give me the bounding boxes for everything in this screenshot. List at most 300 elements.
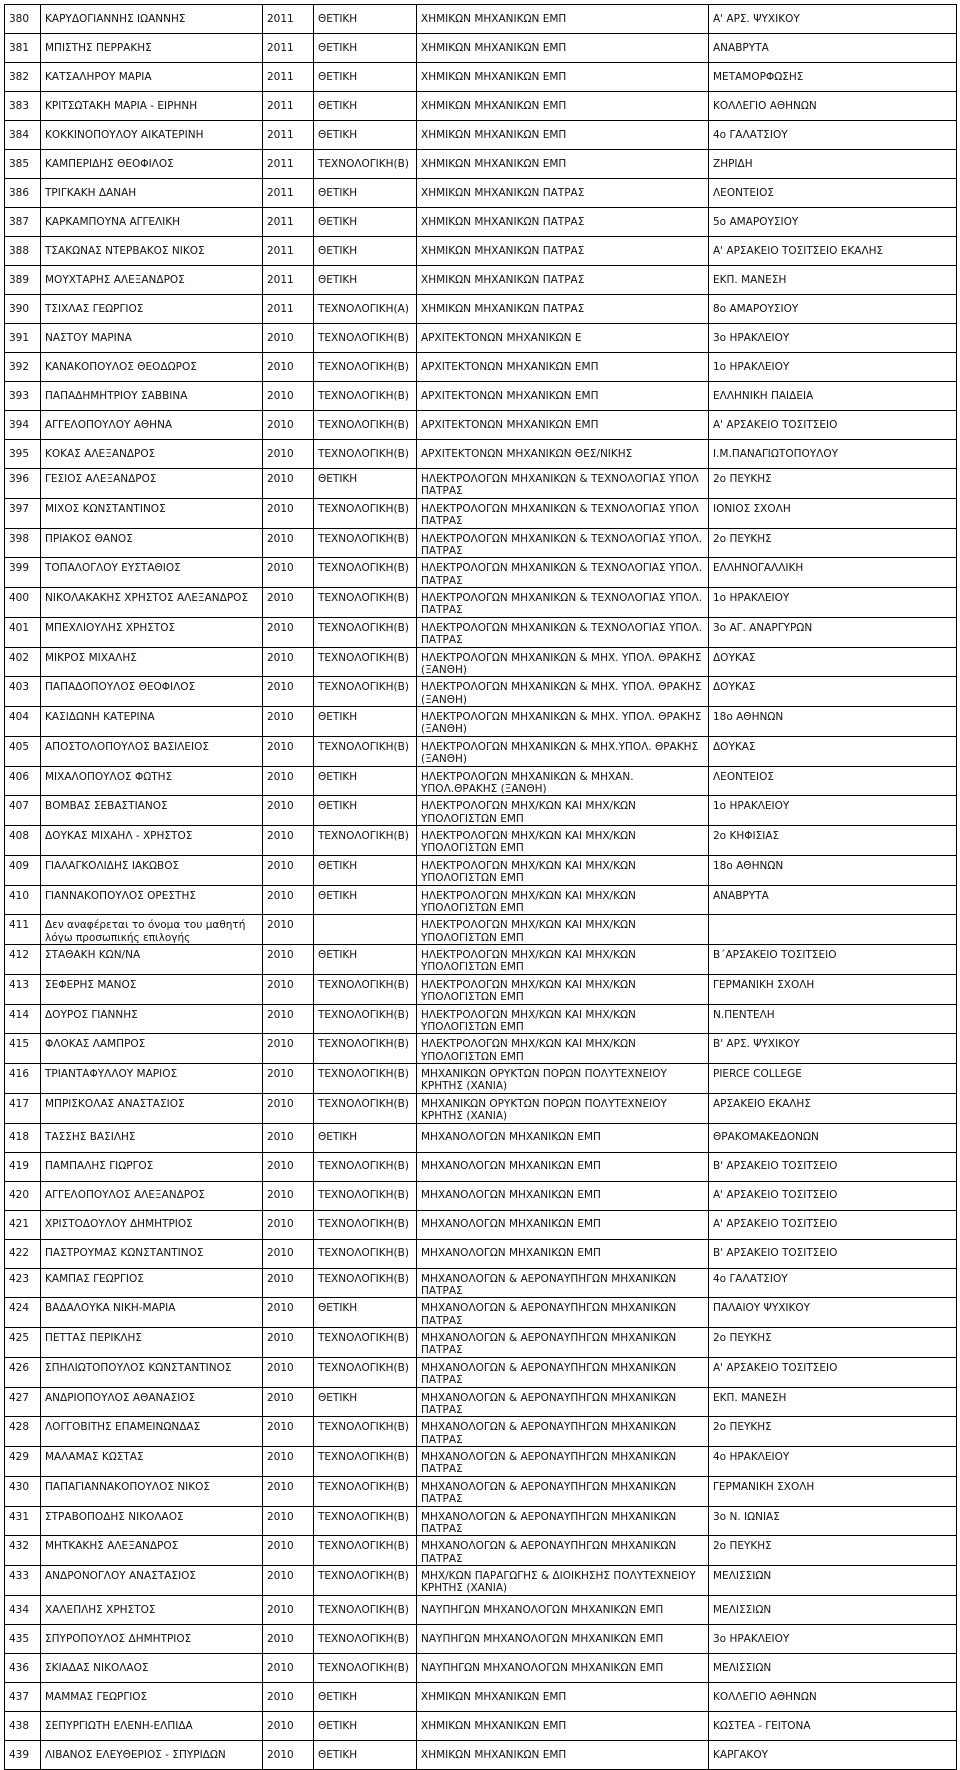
student-name-cell: ΜΙΚΡΟΣ ΜΙΧΑΛΗΣ bbox=[41, 647, 263, 677]
department-cell: ΗΛΕΚΤΡΟΛΟΓΩΝ ΜΗΧΑΝΙΚΩΝ & ΜΗΧ. ΥΠΟΛ. ΘΡΑΚΗΣ (ΞΑΝΘΗ) bbox=[417, 707, 709, 737]
direction-cell: ΤΕΧΝΟΛΟΓΙΚΗ(Β) bbox=[314, 498, 417, 528]
direction-cell: ΤΕΧΝΟΛΟΓΙΚΗ(Β) bbox=[314, 382, 417, 411]
direction-cell: ΤΕΧΝΟΛΟΓΙΚΗ(Β) bbox=[314, 1239, 417, 1268]
row-number-cell: 408 bbox=[5, 826, 41, 856]
table-row bbox=[5, 915, 957, 945]
table-row bbox=[5, 1417, 957, 1447]
table-row bbox=[5, 796, 957, 826]
department-cell: ΜΗΧΑΝΟΛΟΓΩΝ & ΑΕΡΟΝΑΥΠΗΓΩΝ ΜΗΧΑΝΙΚΩΝ ΠΑΤΡΑΣ bbox=[417, 1298, 709, 1328]
year-cell: 2011 bbox=[263, 63, 314, 92]
row-number-cell: 388 bbox=[5, 237, 41, 266]
school-cell: PIERCE COLLEGE bbox=[709, 1064, 957, 1094]
table-row bbox=[5, 382, 957, 411]
department-cell: ΗΛΕΚΤΡΟΛΟΓΩΝ ΜΗΧΑΝΙΚΩΝ & ΜΗΧΑΝ. ΥΠΟΛ.ΘΡΑΚΗΣ (ΞΑΝΘΗ) bbox=[417, 766, 709, 796]
year-cell: 2010 bbox=[263, 915, 314, 945]
student-name-cell: ΣΕΦΕΡΗΣ ΜΑΝΟΣ bbox=[41, 974, 263, 1004]
row-number-cell: 434 bbox=[5, 1595, 41, 1624]
student-name-cell: ΒΑΔΑΛΟΥΚΑ ΝΙΚΗ-ΜΑΡΙΑ bbox=[41, 1298, 263, 1328]
year-cell: 2010 bbox=[263, 1653, 314, 1682]
school-cell: 1ο ΗΡΑΚΛΕΙΟΥ bbox=[709, 796, 957, 826]
table-row bbox=[5, 736, 957, 766]
department-cell: ΗΛΕΚΤΡΟΛΟΓΩΝ ΜΗΧΑΝΙΚΩΝ & ΤΕΧΝΟΛΟΓΙΑΣ ΥΠΟΛ. ΠΑΤΡΑΣ bbox=[417, 528, 709, 558]
department-cell: ΜΗΧΑΝΟΛΟΓΩΝ & ΑΕΡΟΝΑΥΠΗΓΩΝ ΜΗΧΑΝΙΚΩΝ ΠΑΤΡΑΣ bbox=[417, 1357, 709, 1387]
row-number-cell: 389 bbox=[5, 266, 41, 295]
year-cell: 2011 bbox=[263, 266, 314, 295]
row-number-cell: 386 bbox=[5, 179, 41, 208]
row-number-cell: 428 bbox=[5, 1417, 41, 1447]
row-number-cell: 403 bbox=[5, 677, 41, 707]
department-cell: ΜΗΧΑΝΟΛΟΓΩΝ ΜΗΧΑΝΙΚΩΝ ΕΜΠ bbox=[417, 1181, 709, 1210]
year-cell: 2010 bbox=[263, 528, 314, 558]
table-row bbox=[5, 1536, 957, 1566]
student-name-cell: ΚΑΝΑΚΟΠΟΥΛΟΣ ΘΕΟΔΩΡΟΣ bbox=[41, 353, 263, 382]
direction-cell: ΤΕΧΝΟΛΟΓΙΚΗ(Β) bbox=[314, 1476, 417, 1506]
table-row bbox=[5, 63, 957, 92]
year-cell: 2010 bbox=[263, 411, 314, 440]
school-cell: Α' ΑΡΣΑΚΕΙΟ ΤΟΣΙΤΣΕΙΟ bbox=[709, 1210, 957, 1239]
year-cell: 2010 bbox=[263, 382, 314, 411]
student-name-cell: ΜΙΧΟΣ ΚΩΝΣΤΑΝΤΙΝΟΣ bbox=[41, 498, 263, 528]
table-row bbox=[5, 885, 957, 915]
row-number-cell: 406 bbox=[5, 766, 41, 796]
row-number-cell: 423 bbox=[5, 1268, 41, 1298]
year-cell: 2010 bbox=[263, 1711, 314, 1740]
year-cell: 2010 bbox=[263, 1064, 314, 1094]
row-number-cell: 437 bbox=[5, 1682, 41, 1711]
school-cell: ΜΕΛΙΣΣΙΩΝ bbox=[709, 1566, 957, 1596]
student-name-cell: ΤΟΠΑΛΟΓΛΟΥ ΕΥΣΤΑΘΙΟΣ bbox=[41, 558, 263, 588]
row-number-cell: 395 bbox=[5, 440, 41, 469]
year-cell: 2011 bbox=[263, 237, 314, 266]
student-name-cell: ΜΙΧΑΛΟΠΟΥΛΟΣ ΦΩΤΗΣ bbox=[41, 766, 263, 796]
year-cell: 2010 bbox=[263, 1181, 314, 1210]
year-cell: 2010 bbox=[263, 707, 314, 737]
table-row bbox=[5, 766, 957, 796]
student-name-cell: ΠΑΣΤΡΟΥΜΑΣ ΚΩΝΣΤΑΝΤΙΝΟΣ bbox=[41, 1239, 263, 1268]
department-cell: ΧΗΜΙΚΩΝ ΜΗΧΑΝΙΚΩΝ ΠΑΤΡΑΣ bbox=[417, 266, 709, 295]
table-row bbox=[5, 558, 957, 588]
table-row bbox=[5, 945, 957, 975]
school-cell: Β' ΑΡΣ. ΨΥΧΙΚΟΥ bbox=[709, 1034, 957, 1064]
year-cell: 2011 bbox=[263, 34, 314, 63]
table-row bbox=[5, 1682, 957, 1711]
table-row bbox=[5, 826, 957, 856]
school-cell: Α' ΑΡΣ. ΨΥΧΙΚΟΥ bbox=[709, 5, 957, 34]
school-cell: 3ο ΗΡΑΚΛΕΙΟΥ bbox=[709, 1624, 957, 1653]
student-name-cell: ΔΟΥΚΑΣ ΜΙΧΑΗΛ - ΧΡΗΣΤΟΣ bbox=[41, 826, 263, 856]
department-cell: ΑΡΧΙΤΕΚΤΟΝΩΝ ΜΗΧΑΝΙΚΩΝ Ε bbox=[417, 324, 709, 353]
direction-cell: ΤΕΧΝΟΛΟΓΙΚΗ(Β) bbox=[314, 1004, 417, 1034]
row-number-cell: 424 bbox=[5, 1298, 41, 1328]
school-cell: ΚΟΛΛΕΓΙΟ ΑΘΗΝΩΝ bbox=[709, 92, 957, 121]
student-name-cell: ΜΠΕΧΛΙΟΥΛΗΣ ΧΡΗΣΤΟΣ bbox=[41, 617, 263, 647]
year-cell: 2010 bbox=[263, 469, 314, 499]
year-cell: 2011 bbox=[263, 150, 314, 179]
direction-cell: ΤΕΧΝΟΛΟΓΙΚΗ(Β) bbox=[314, 1064, 417, 1094]
school-cell: ΕΛΛΗΝΙΚΗ ΠΑΙΔΕΙΑ bbox=[709, 382, 957, 411]
direction-cell: ΘΕΤΙΚΗ bbox=[314, 92, 417, 121]
direction-cell: ΤΕΧΝΟΛΟΓΙΚΗ(Β) bbox=[314, 324, 417, 353]
student-name-cell: ΤΑΣΣΗΣ ΒΑΣΙΛΗΣ bbox=[41, 1123, 263, 1152]
student-name-cell: ΝΙΚΟΛΑΚΑΚΗΣ ΧΡΗΣΤΟΣ ΑΛΕΞΑΝΔΡΟΣ bbox=[41, 588, 263, 618]
table-row bbox=[5, 617, 957, 647]
year-cell: 2011 bbox=[263, 208, 314, 237]
direction-cell: ΤΕΧΝΟΛΟΓΙΚΗ(Β) bbox=[314, 1595, 417, 1624]
student-name-cell: ΓΙΑΝΝΑΚΟΠΟΥΛΟΣ ΟΡΕΣΤΗΣ bbox=[41, 885, 263, 915]
school-cell: ΜΕΤΑΜΟΡΦΩΣΗΣ bbox=[709, 63, 957, 92]
row-number-cell: 410 bbox=[5, 885, 41, 915]
school-cell: ΚΑΡΓΑΚΟΥ bbox=[709, 1740, 957, 1769]
row-number-cell: 399 bbox=[5, 558, 41, 588]
table-row bbox=[5, 1210, 957, 1239]
department-cell: ΗΛΕΚΤΡΟΛΟΓΩΝ ΜΗΧΑΝΙΚΩΝ & ΜΗΧ. ΥΠΟΛ. ΘΡΑΚΗΣ (ΞΑΝΘΗ) bbox=[417, 677, 709, 707]
school-cell: 4ο ΓΑΛΑΤΣΙΟΥ bbox=[709, 121, 957, 150]
department-cell: ΧΗΜΙΚΩΝ ΜΗΧΑΝΙΚΩΝ ΕΜΠ bbox=[417, 63, 709, 92]
student-name-cell: ΝΑΣΤΟΥ ΜΑΡΙΝΑ bbox=[41, 324, 263, 353]
year-cell: 2010 bbox=[263, 1624, 314, 1653]
student-name-cell: ΚΑΜΠΑΣ ΓΕΩΡΓΙΟΣ bbox=[41, 1268, 263, 1298]
table-row bbox=[5, 1653, 957, 1682]
school-cell: ΛΕΟΝΤΕΙΟΣ bbox=[709, 179, 957, 208]
department-cell: ΝΑΥΠΗΓΩΝ ΜΗΧΑΝΟΛΟΓΩΝ ΜΗΧΑΝΙΚΩΝ ΕΜΠ bbox=[417, 1624, 709, 1653]
student-name-cell: ΤΡΙΑΝΤΑΦΥΛΛΟΥ ΜΑΡΙΟΣ bbox=[41, 1064, 263, 1094]
table-row bbox=[5, 34, 957, 63]
school-cell: ΠΑΛΑΙΟΥ ΨΥΧΙΚΟΥ bbox=[709, 1298, 957, 1328]
student-name-cell: ΚΑΡΚΑΜΠΟΥΝΑ ΑΓΓΕΛΙΚΗ bbox=[41, 208, 263, 237]
direction-cell: ΤΕΧΝΟΛΟΓΙΚΗ(Β) bbox=[314, 1417, 417, 1447]
row-number-cell: 409 bbox=[5, 855, 41, 885]
student-name-cell: ΚΑΜΠΕΡΙΔΗΣ ΘΕΟΦΙΛΟΣ bbox=[41, 150, 263, 179]
school-cell: Α' ΑΡΣΑΚΕΙΟ ΤΟΣΙΤΣΕΙΟ ΕΚΑΛΗΣ bbox=[709, 237, 957, 266]
table-row bbox=[5, 1506, 957, 1536]
department-cell: ΜΗΧΑΝΙΚΩΝ ΟΡΥΚΤΩΝ ΠΟΡΩΝ ΠΟΛΥΤΕΧΝΕΙΟΥ ΚΡΗΤΗΣ (ΧΑΝΙΑ) bbox=[417, 1093, 709, 1123]
department-cell: ΧΗΜΙΚΩΝ ΜΗΧΑΝΙΚΩΝ ΕΜΠ bbox=[417, 150, 709, 179]
department-cell: ΧΗΜΙΚΩΝ ΜΗΧΑΝΙΚΩΝ ΕΜΠ bbox=[417, 1682, 709, 1711]
student-name-cell: ΑΝΔΡΙΟΠΟΥΛΟΣ ΑΘΑΝΑΣΙΟΣ bbox=[41, 1387, 263, 1417]
row-number-cell: 439 bbox=[5, 1740, 41, 1769]
table-row bbox=[5, 855, 957, 885]
department-cell: ΗΛΕΚΤΡΟΛΟΓΩΝ ΜΗΧ/ΚΩΝ ΚΑΙ ΜΗΧ/ΚΩΝ ΥΠΟΛΟΓΙΣΤΩΝ ΕΜΠ bbox=[417, 885, 709, 915]
row-number-cell: 382 bbox=[5, 63, 41, 92]
year-cell: 2010 bbox=[263, 1239, 314, 1268]
student-name-cell: ΛΙΒΑΝΟΣ ΕΛΕΥΘΕΡΙΟΣ - ΣΠΥΡΙΔΩΝ bbox=[41, 1740, 263, 1769]
student-name-cell: ΠΑΠΑΔΟΠΟΥΛΟΣ ΘΕΟΦΙΛΟΣ bbox=[41, 677, 263, 707]
year-cell: 2010 bbox=[263, 1328, 314, 1358]
table-row bbox=[5, 324, 957, 353]
department-cell: ΗΛΕΚΤΡΟΛΟΓΩΝ ΜΗΧΑΝΙΚΩΝ & ΤΕΧΝΟΛΟΓΙΑΣ ΥΠΟΛ. ΠΑΤΡΑΣ bbox=[417, 617, 709, 647]
school-cell: Ι.Μ.ΠΑΝΑΓΙΩΤΟΠΟΥΛΟΥ bbox=[709, 440, 957, 469]
student-name-cell: ΠΡΙΑΚΟΣ ΘΑΝΟΣ bbox=[41, 528, 263, 558]
school-cell: 18ο ΑΘΗΝΩΝ bbox=[709, 855, 957, 885]
year-cell: 2010 bbox=[263, 1595, 314, 1624]
year-cell: 2011 bbox=[263, 5, 314, 34]
row-number-cell: 402 bbox=[5, 647, 41, 677]
department-cell: ΧΗΜΙΚΩΝ ΜΗΧΑΝΙΚΩΝ ΕΜΠ bbox=[417, 5, 709, 34]
department-cell: ΗΛΕΚΤΡΟΛΟΓΩΝ ΜΗΧ/ΚΩΝ ΚΑΙ ΜΗΧ/ΚΩΝ ΥΠΟΛΟΓΙΣΤΩΝ ΕΜΠ bbox=[417, 826, 709, 856]
school-cell: 3ο ΑΓ. ΑΝΑΡΓΥΡΩΝ bbox=[709, 617, 957, 647]
direction-cell: ΤΕΧΝΟΛΟΓΙΚΗ(Β) bbox=[314, 440, 417, 469]
table-row bbox=[5, 677, 957, 707]
direction-cell: ΤΕΧΝΟΛΟΓΙΚΗ(Β) bbox=[314, 974, 417, 1004]
department-cell: ΜΗΧΑΝΟΛΟΓΩΝ & ΑΕΡΟΝΑΥΠΗΓΩΝ ΜΗΧΑΝΙΚΩΝ ΠΑΤΡΑΣ bbox=[417, 1387, 709, 1417]
department-cell: ΑΡΧΙΤΕΚΤΟΝΩΝ ΜΗΧΑΝΙΚΩΝ ΕΜΠ bbox=[417, 382, 709, 411]
department-cell: ΜΗΧΑΝΟΛΟΓΩΝ & ΑΕΡΟΝΑΥΠΗΓΩΝ ΜΗΧΑΝΙΚΩΝ ΠΑΤΡΑΣ bbox=[417, 1447, 709, 1477]
department-cell: ΧΗΜΙΚΩΝ ΜΗΧΑΝΙΚΩΝ ΕΜΠ bbox=[417, 121, 709, 150]
direction-cell: ΘΕΤΙΚΗ bbox=[314, 1387, 417, 1417]
table-row bbox=[5, 92, 957, 121]
school-cell: ΜΕΛΙΣΣΙΩΝ bbox=[709, 1595, 957, 1624]
department-cell: ΜΗΧΑΝΟΛΟΓΩΝ & ΑΕΡΟΝΑΥΠΗΓΩΝ ΜΗΧΑΝΙΚΩΝ ΠΑΤΡΑΣ bbox=[417, 1506, 709, 1536]
year-cell: 2010 bbox=[263, 1004, 314, 1034]
school-cell: 2ο ΠΕΥΚΗΣ bbox=[709, 1328, 957, 1358]
table-row bbox=[5, 150, 957, 179]
direction-cell: ΤΕΧΝΟΛΟΓΙΚΗ(Β) bbox=[314, 150, 417, 179]
school-cell: ΓΕΡΜΑΝΙΚΗ ΣΧΟΛΗ bbox=[709, 974, 957, 1004]
direction-cell: ΘΕΤΙΚΗ bbox=[314, 855, 417, 885]
direction-cell: ΘΕΤΙΚΗ bbox=[314, 469, 417, 499]
year-cell: 2010 bbox=[263, 647, 314, 677]
row-number-cell: 380 bbox=[5, 5, 41, 34]
row-number-cell: 411 bbox=[5, 915, 41, 945]
row-number-cell: 421 bbox=[5, 1210, 41, 1239]
direction-cell: ΘΕΤΙΚΗ bbox=[314, 1123, 417, 1152]
table-row bbox=[5, 1181, 957, 1210]
department-cell: ΗΛΕΚΤΡΟΛΟΓΩΝ ΜΗΧ/ΚΩΝ ΚΑΙ ΜΗΧ/ΚΩΝ ΥΠΟΛΟΓΙΣΤΩΝ ΕΜΠ bbox=[417, 1034, 709, 1064]
department-cell: ΧΗΜΙΚΩΝ ΜΗΧΑΝΙΚΩΝ ΠΑΤΡΑΣ bbox=[417, 208, 709, 237]
direction-cell: ΘΕΤΙΚΗ bbox=[314, 266, 417, 295]
student-name-cell: ΧΡΙΣΤΟΔΟΥΛΟΥ ΔΗΜΗΤΡΙΟΣ bbox=[41, 1210, 263, 1239]
direction-cell: ΤΕΧΝΟΛΟΓΙΚΗ(Β) bbox=[314, 1210, 417, 1239]
school-cell: Β' ΑΡΣΑΚΕΙΟ ΤΟΣΙΤΣΕΙΟ bbox=[709, 1239, 957, 1268]
table-row bbox=[5, 974, 957, 1004]
table-body bbox=[5, 5, 957, 1770]
department-cell: ΗΛΕΚΤΡΟΛΟΓΩΝ ΜΗΧΑΝΙΚΩΝ & ΤΕΧΝΟΛΟΓΙΑΣ ΥΠΟΛ ΠΑΤΡΑΣ bbox=[417, 469, 709, 499]
row-number-cell: 435 bbox=[5, 1624, 41, 1653]
table-row bbox=[5, 588, 957, 618]
year-cell: 2010 bbox=[263, 677, 314, 707]
year-cell: 2010 bbox=[263, 1210, 314, 1239]
row-number-cell: 438 bbox=[5, 1711, 41, 1740]
table-row bbox=[5, 707, 957, 737]
row-number-cell: 413 bbox=[5, 974, 41, 1004]
school-cell: ΓΕΡΜΑΝΙΚΗ ΣΧΟΛΗ bbox=[709, 1476, 957, 1506]
row-number-cell: 393 bbox=[5, 382, 41, 411]
year-cell: 2011 bbox=[263, 121, 314, 150]
student-name-cell: ΑΓΓΕΛΟΠΟΥΛΟΣ ΑΛΕΞΑΝΔΡΟΣ bbox=[41, 1181, 263, 1210]
direction-cell: ΘΕΤΙΚΗ bbox=[314, 237, 417, 266]
school-cell: 4ο ΓΑΛΑΤΣΙΟΥ bbox=[709, 1268, 957, 1298]
table-row bbox=[5, 528, 957, 558]
direction-cell: ΤΕΧΝΟΛΟΓΙΚΗ(Β) bbox=[314, 528, 417, 558]
school-cell: ΑΡΣΑΚΕΙΟ ΕΚΑΛΗΣ bbox=[709, 1093, 957, 1123]
year-cell: 2010 bbox=[263, 796, 314, 826]
direction-cell: ΤΕΧΝΟΛΟΓΙΚΗ(Β) bbox=[314, 1506, 417, 1536]
row-number-cell: 416 bbox=[5, 1064, 41, 1094]
direction-cell: ΘΕΤΙΚΗ bbox=[314, 208, 417, 237]
table-row bbox=[5, 1034, 957, 1064]
year-cell: 2010 bbox=[263, 1566, 314, 1596]
student-name-cell: ΦΛΟΚΑΣ ΛΑΜΠΡΟΣ bbox=[41, 1034, 263, 1064]
student-name-cell: ΤΡΙΓΚΑΚΗ ΔΑΝΑΗ bbox=[41, 179, 263, 208]
school-cell: 2ο ΠΕΥΚΗΣ bbox=[709, 469, 957, 499]
school-cell: Α' ΑΡΣΑΚΕΙΟ ΤΟΣΙΤΣΕΙΟ bbox=[709, 411, 957, 440]
department-cell: ΑΡΧΙΤΕΚΤΟΝΩΝ ΜΗΧΑΝΙΚΩΝ ΕΜΠ bbox=[417, 411, 709, 440]
direction-cell: ΘΕΤΙΚΗ bbox=[314, 34, 417, 63]
row-number-cell: 392 bbox=[5, 353, 41, 382]
student-name-cell: ΜΠΡΙΣΚΟΛΑΣ ΑΝΑΣΤΑΣΙΟΣ bbox=[41, 1093, 263, 1123]
direction-cell: ΘΕΤΙΚΗ bbox=[314, 945, 417, 975]
row-number-cell: 427 bbox=[5, 1387, 41, 1417]
direction-cell: ΤΕΧΝΟΛΟΓΙΚΗ(Α) bbox=[314, 295, 417, 324]
year-cell: 2010 bbox=[263, 440, 314, 469]
table-row bbox=[5, 1740, 957, 1769]
school-cell: ΜΕΛΙΣΣΙΩΝ bbox=[709, 1653, 957, 1682]
department-cell: ΗΛΕΚΤΡΟΛΟΓΩΝ ΜΗΧΑΝΙΚΩΝ & ΤΕΧΝΟΛΟΓΙΑΣ ΥΠΟΛ ΠΑΤΡΑΣ bbox=[417, 498, 709, 528]
row-number-cell: 404 bbox=[5, 707, 41, 737]
year-cell: 2010 bbox=[263, 1093, 314, 1123]
department-cell: ΜΗΧΑΝΟΛΟΓΩΝ ΜΗΧΑΝΙΚΩΝ ΕΜΠ bbox=[417, 1152, 709, 1181]
direction-cell: ΤΕΧΝΟΛΟΓΙΚΗ(Β) bbox=[314, 677, 417, 707]
student-name-cell: ΤΣΑΚΩΝΑΣ ΝΤΕΡΒΑΚΟΣ ΝΙΚΟΣ bbox=[41, 237, 263, 266]
year-cell: 2010 bbox=[263, 1152, 314, 1181]
row-number-cell: 425 bbox=[5, 1328, 41, 1358]
year-cell: 2010 bbox=[263, 324, 314, 353]
department-cell: ΝΑΥΠΗΓΩΝ ΜΗΧΑΝΟΛΟΓΩΝ ΜΗΧΑΝΙΚΩΝ ΕΜΠ bbox=[417, 1595, 709, 1624]
year-cell: 2010 bbox=[263, 1447, 314, 1477]
table-row bbox=[5, 1268, 957, 1298]
row-number-cell: 417 bbox=[5, 1093, 41, 1123]
direction-cell: ΘΕΤΙΚΗ bbox=[314, 885, 417, 915]
direction-cell: ΘΕΤΙΚΗ bbox=[314, 179, 417, 208]
school-cell: 1ο ΗΡΑΚΛΕΙΟΥ bbox=[709, 588, 957, 618]
year-cell: 2010 bbox=[263, 1357, 314, 1387]
year-cell: 2010 bbox=[263, 588, 314, 618]
student-name-cell: ΜΑΛΑΜΑΣ ΚΩΣΤΑΣ bbox=[41, 1447, 263, 1477]
student-name-cell: ΠΑΠΑΓΙΑΝΝΑΚΟΠΟΥΛΟΣ ΝΙΚΟΣ bbox=[41, 1476, 263, 1506]
direction-cell: ΤΕΧΝΟΛΟΓΙΚΗ(Β) bbox=[314, 1181, 417, 1210]
table-row bbox=[5, 5, 957, 34]
row-number-cell: 398 bbox=[5, 528, 41, 558]
student-name-cell: ΣΠΗΛΙΩΤΟΠΟΥΛΟΣ ΚΩΝΣΤΑΝΤΙΝΟΣ bbox=[41, 1357, 263, 1387]
row-number-cell: 430 bbox=[5, 1476, 41, 1506]
student-name-cell: ΠΑΠΑΔΗΜΗΤΡΙΟΥ ΣΑΒΒΙΝΑ bbox=[41, 382, 263, 411]
school-cell: ΘΡΑΚΟΜΑΚΕΔΟΝΩΝ bbox=[709, 1123, 957, 1152]
row-number-cell: 426 bbox=[5, 1357, 41, 1387]
school-cell: 4ο ΗΡΑΚΛΕΙΟΥ bbox=[709, 1447, 957, 1477]
department-cell: ΗΛΕΚΤΡΟΛΟΓΩΝ ΜΗΧΑΝΙΚΩΝ & ΤΕΧΝΟΛΟΓΙΑΣ ΥΠΟΛ. ΠΑΤΡΑΣ bbox=[417, 558, 709, 588]
year-cell: 2010 bbox=[263, 1506, 314, 1536]
school-cell: ΕΚΠ. ΜΑΝΕΣΗ bbox=[709, 1387, 957, 1417]
school-cell: 5ο ΑΜΑΡΟΥΣΙΟΥ bbox=[709, 208, 957, 237]
school-cell: ΔΟΥΚΑΣ bbox=[709, 647, 957, 677]
year-cell: 2010 bbox=[263, 498, 314, 528]
school-cell: Ν.ΠΕΝΤΕΛΗ bbox=[709, 1004, 957, 1034]
year-cell: 2010 bbox=[263, 945, 314, 975]
direction-cell: ΘΕΤΙΚΗ bbox=[314, 707, 417, 737]
department-cell: ΜΗΧΑΝΙΚΩΝ ΟΡΥΚΤΩΝ ΠΟΡΩΝ ΠΟΛΥΤΕΧΝΕΙΟΥ ΚΡΗΤΗΣ (ΧΑΝΙΑ) bbox=[417, 1064, 709, 1094]
department-cell: ΧΗΜΙΚΩΝ ΜΗΧΑΝΙΚΩΝ ΕΜΠ bbox=[417, 1740, 709, 1769]
student-name-cell: ΑΝΔΡΟΝΟΓΛΟΥ ΑΝΑΣΤΑΣΙΟΣ bbox=[41, 1566, 263, 1596]
student-name-cell: ΠΑΜΠΑΛΗΣ ΓΙΩΡΓΟΣ bbox=[41, 1152, 263, 1181]
row-number-cell: 384 bbox=[5, 121, 41, 150]
direction-cell: ΘΕΤΙΚΗ bbox=[314, 5, 417, 34]
school-cell: 2ο ΠΕΥΚΗΣ bbox=[709, 1536, 957, 1566]
table-row bbox=[5, 1328, 957, 1358]
department-cell: ΗΛΕΚΤΡΟΛΟΓΩΝ ΜΗΧ/ΚΩΝ ΚΑΙ ΜΗΧ/ΚΩΝ ΥΠΟΛΟΓΙΣΤΩΝ ΕΜΠ bbox=[417, 855, 709, 885]
school-cell: ΔΟΥΚΑΣ bbox=[709, 677, 957, 707]
department-cell: ΝΑΥΠΗΓΩΝ ΜΗΧΑΝΟΛΟΓΩΝ ΜΗΧΑΝΙΚΩΝ ΕΜΠ bbox=[417, 1653, 709, 1682]
direction-cell: ΤΕΧΝΟΛΟΓΙΚΗ(Β) bbox=[314, 1566, 417, 1596]
row-number-cell: 414 bbox=[5, 1004, 41, 1034]
department-cell: ΑΡΧΙΤΕΚΤΟΝΩΝ ΜΗΧΑΝΙΚΩΝ ΕΜΠ bbox=[417, 353, 709, 382]
row-number-cell: 429 bbox=[5, 1447, 41, 1477]
table-row bbox=[5, 1711, 957, 1740]
direction-cell: ΤΕΧΝΟΛΟΓΙΚΗ(Β) bbox=[314, 1536, 417, 1566]
direction-cell: ΘΕΤΙΚΗ bbox=[314, 766, 417, 796]
table-row bbox=[5, 1239, 957, 1268]
student-name-cell: ΠΕΤΤΑΣ ΠΕΡΙΚΛΗΣ bbox=[41, 1328, 263, 1358]
row-number-cell: 397 bbox=[5, 498, 41, 528]
year-cell: 2010 bbox=[263, 1298, 314, 1328]
year-cell: 2010 bbox=[263, 826, 314, 856]
school-cell: Β' ΑΡΣΑΚΕΙΟ ΤΟΣΙΤΣΕΙΟ bbox=[709, 1152, 957, 1181]
student-name-cell: ΚΑΡΥΔΟΓΙΑΝΝΗΣ ΙΩΑΝΝΗΣ bbox=[41, 5, 263, 34]
year-cell: 2010 bbox=[263, 974, 314, 1004]
student-name-cell: ΣΤΑΘΑΚΗ ΚΩΝ/ΝΑ bbox=[41, 945, 263, 975]
table-row bbox=[5, 1152, 957, 1181]
year-cell: 2010 bbox=[263, 1536, 314, 1566]
year-cell: 2010 bbox=[263, 1034, 314, 1064]
table-row bbox=[5, 1298, 957, 1328]
row-number-cell: 431 bbox=[5, 1506, 41, 1536]
year-cell: 2010 bbox=[263, 1682, 314, 1711]
student-name-cell: ΣΠΥΡΟΠΟΥΛΟΣ ΔΗΜΗΤΡΙΟΣ bbox=[41, 1624, 263, 1653]
direction-cell: ΤΕΧΝΟΛΟΓΙΚΗ(Β) bbox=[314, 1357, 417, 1387]
table-row bbox=[5, 353, 957, 382]
year-cell: 2010 bbox=[263, 1476, 314, 1506]
row-number-cell: 418 bbox=[5, 1123, 41, 1152]
direction-cell: ΤΕΧΝΟΛΟΓΙΚΗ(Β) bbox=[314, 617, 417, 647]
student-name-cell: ΣΚΙΑΔΑΣ ΝΙΚΟΛΑΟΣ bbox=[41, 1653, 263, 1682]
department-cell: ΗΛΕΚΤΡΟΛΟΓΩΝ ΜΗΧ/ΚΩΝ ΚΑΙ ΜΗΧ/ΚΩΝ ΥΠΟΛΟΓΙΣΤΩΝ ΕΜΠ bbox=[417, 974, 709, 1004]
direction-cell: ΤΕΧΝΟΛΟΓΙΚΗ(Β) bbox=[314, 1034, 417, 1064]
department-cell: ΗΛΕΚΤΡΟΛΟΓΩΝ ΜΗΧΑΝΙΚΩΝ & ΜΗΧ.ΥΠΟΛ. ΘΡΑΚΗΣ (ΞΑΝΘΗ) bbox=[417, 736, 709, 766]
department-cell: ΧΗΜΙΚΩΝ ΜΗΧΑΝΙΚΩΝ ΕΜΠ bbox=[417, 34, 709, 63]
direction-cell: ΤΕΧΝΟΛΟΓΙΚΗ(Β) bbox=[314, 411, 417, 440]
table-row bbox=[5, 1357, 957, 1387]
student-name-cell: ΜΗΤΚΑΚΗΣ ΑΛΕΞΑΝΔΡΟΣ bbox=[41, 1536, 263, 1566]
direction-cell: ΘΕΤΙΚΗ bbox=[314, 1298, 417, 1328]
row-number-cell: 405 bbox=[5, 736, 41, 766]
table-row bbox=[5, 440, 957, 469]
row-number-cell: 412 bbox=[5, 945, 41, 975]
department-cell: ΧΗΜΙΚΩΝ ΜΗΧΑΝΙΚΩΝ ΕΜΠ bbox=[417, 1711, 709, 1740]
table-row bbox=[5, 1093, 957, 1123]
student-name-cell: ΧΑΛΕΠΛΗΣ ΧΡΗΣΤΟΣ bbox=[41, 1595, 263, 1624]
table-row bbox=[5, 121, 957, 150]
year-cell: 2011 bbox=[263, 179, 314, 208]
year-cell: 2010 bbox=[263, 353, 314, 382]
student-name-cell: ΜΠΙΣΤΗΣ ΠΕΡΡΑΚΗΣ bbox=[41, 34, 263, 63]
school-cell: ΚΟΛΛΕΓΙΟ ΑΘΗΝΩΝ bbox=[709, 1682, 957, 1711]
row-number-cell: 396 bbox=[5, 469, 41, 499]
student-name-cell: ΚΑΣΙΔΩΝΗ ΚΑΤΕΡΙΝΑ bbox=[41, 707, 263, 737]
direction-cell: ΤΕΧΝΟΛΟΓΙΚΗ(Β) bbox=[314, 1268, 417, 1298]
table-row bbox=[5, 411, 957, 440]
department-cell: ΗΛΕΚΤΡΟΛΟΓΩΝ ΜΗΧΑΝΙΚΩΝ & ΤΕΧΝΟΛΟΓΙΑΣ ΥΠΟΛ. ΠΑΤΡΑΣ bbox=[417, 588, 709, 618]
school-cell: 2ο ΠΕΥΚΗΣ bbox=[709, 528, 957, 558]
direction-cell: ΤΕΧΝΟΛΟΓΙΚΗ(Β) bbox=[314, 647, 417, 677]
